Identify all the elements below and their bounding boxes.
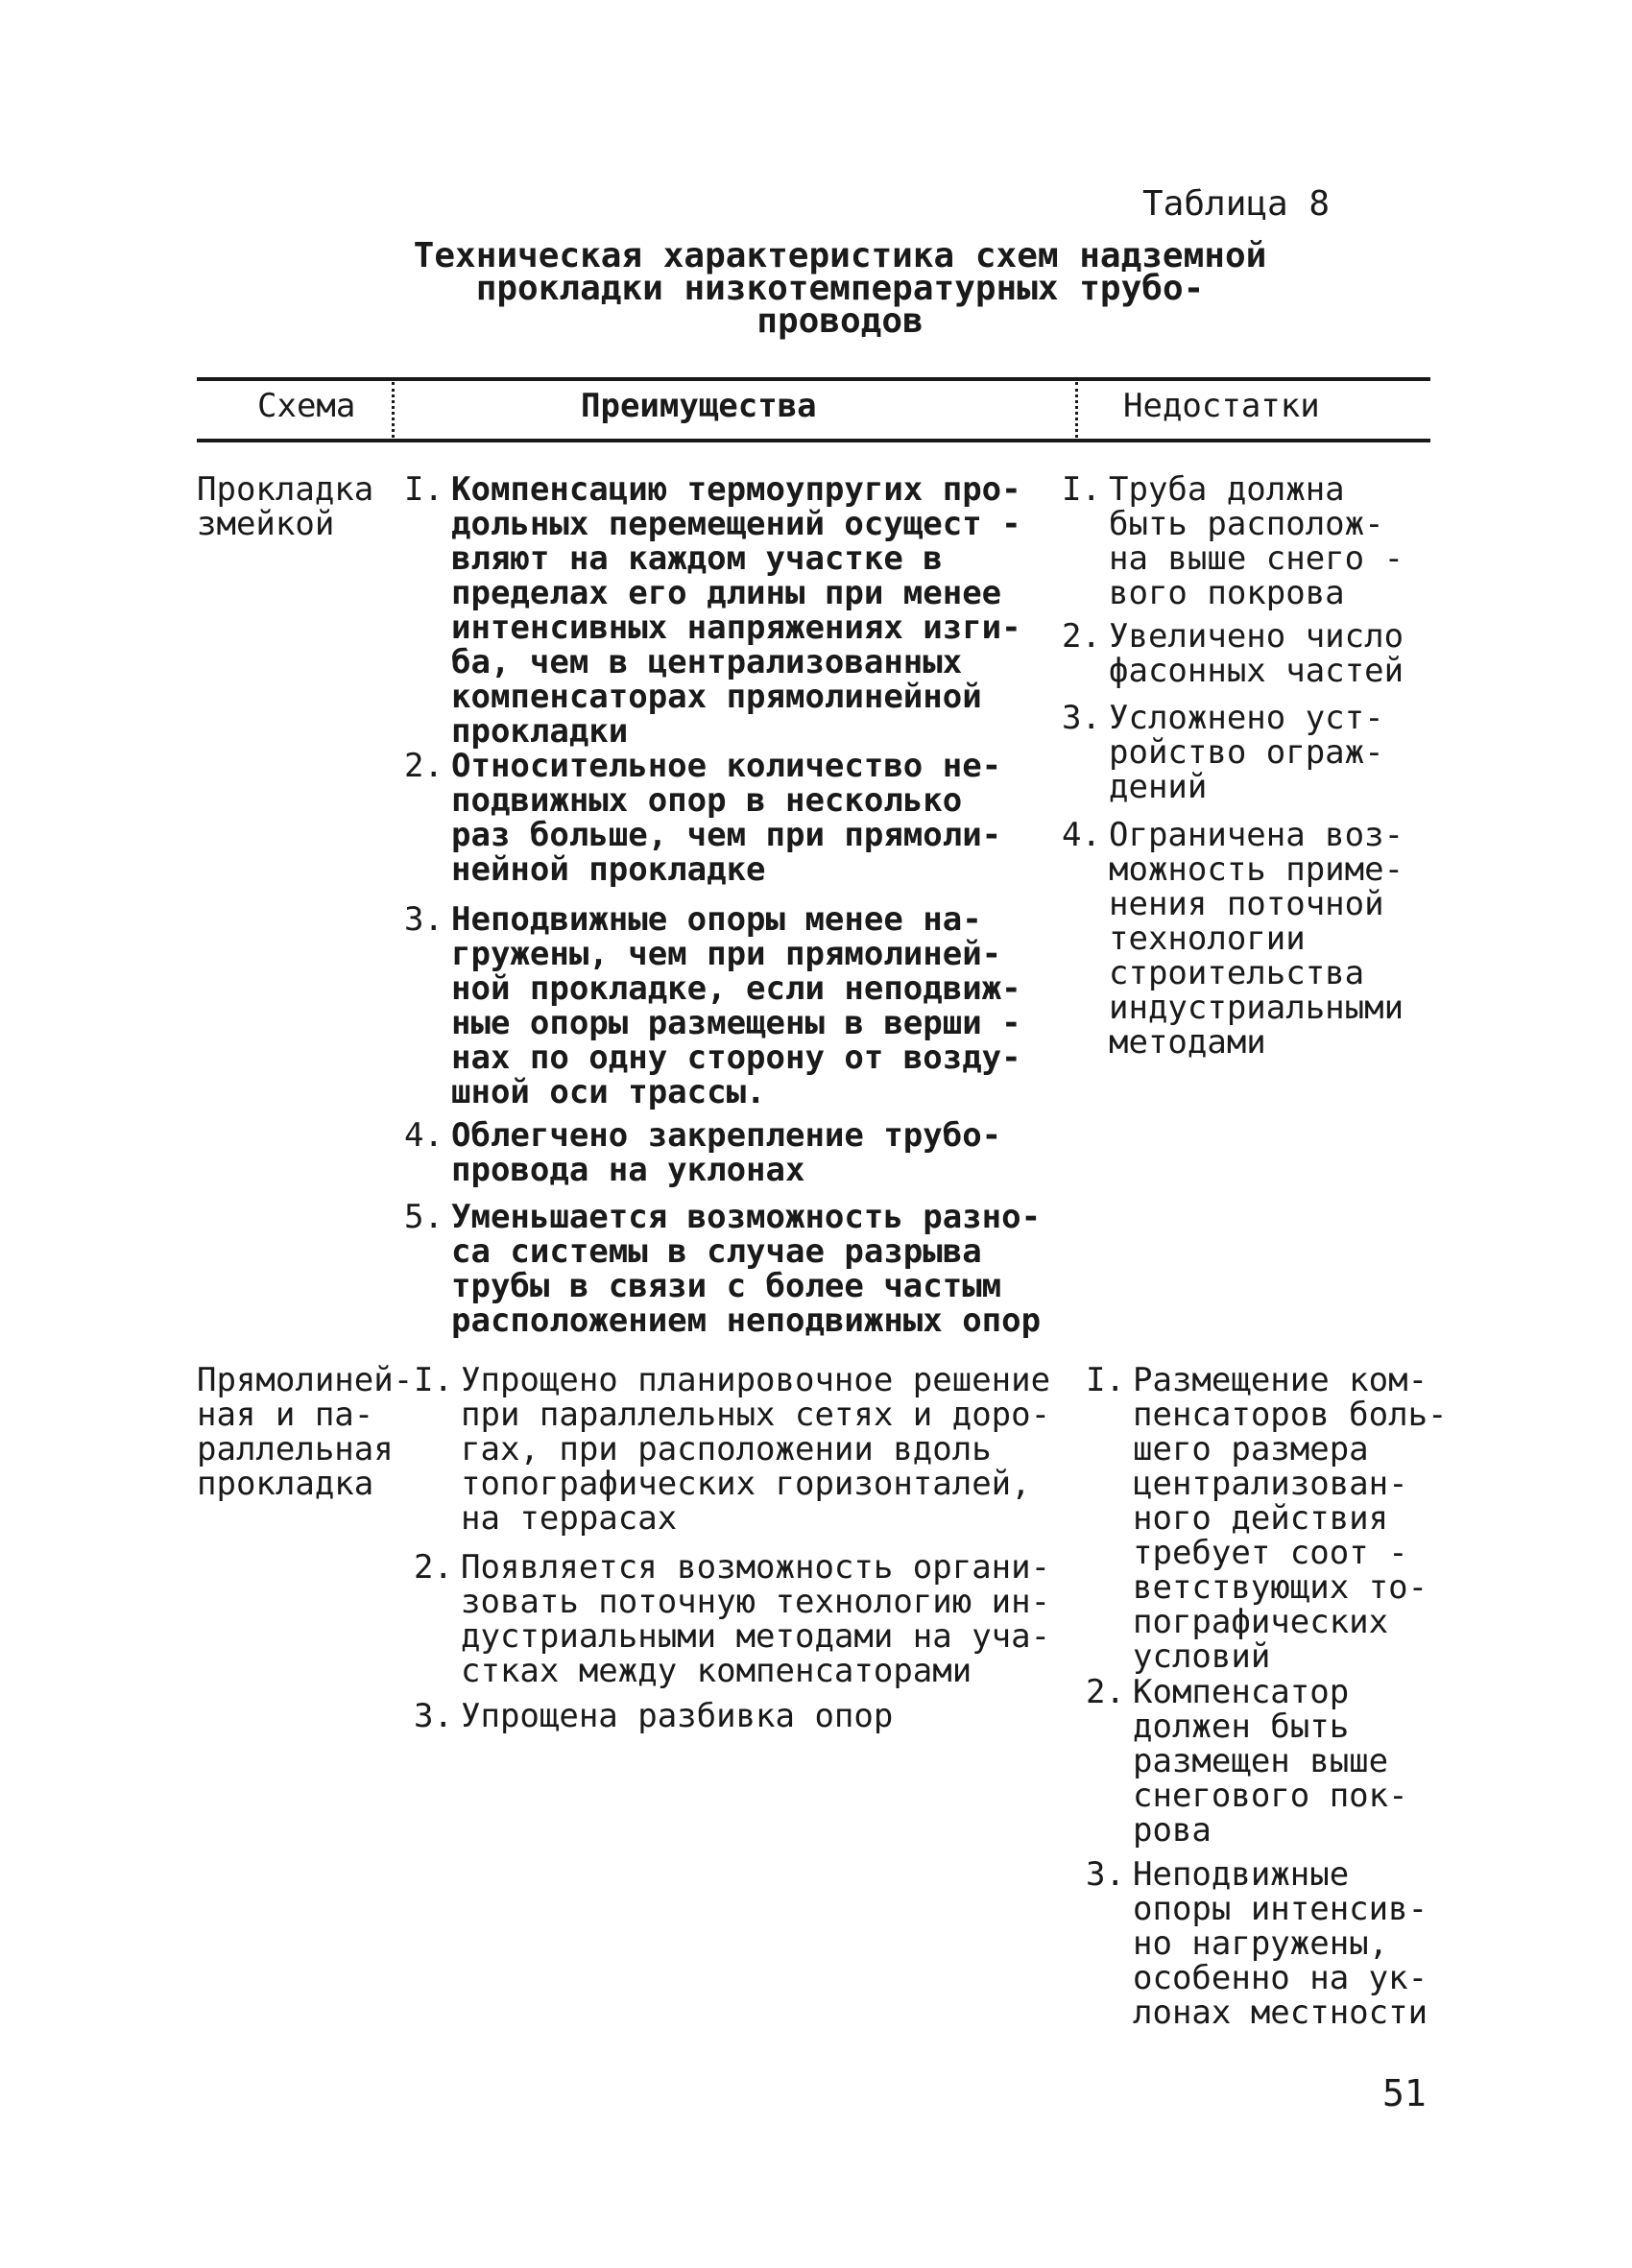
advantage-item: [384, 472, 1021, 749]
header-bottom-rule: [197, 439, 1430, 442]
disadvantage-item: [1042, 701, 1384, 804]
advantage-item: [384, 1200, 1041, 1338]
item-text: Относительное количество не- подвижных опор в несколько раз больше, чем при прямоли- нейной прокладке: [451, 747, 1002, 889]
disadvantage-item: [1066, 1675, 1408, 1848]
header-schema: Схема: [257, 387, 356, 425]
item-text: Уменьшается возможность разно- са системы в случае разрыва трубы в связи с более частым расположением неподвижных опор: [451, 1198, 1042, 1340]
item-number: I.: [1062, 470, 1101, 509]
advantage-item: [394, 1363, 1050, 1536]
item-number: I.: [1086, 1361, 1125, 1399]
item-text: Компенсатор должен быть размещен выше снегового пок- рова: [1133, 1673, 1408, 1850]
schema-cell: [197, 1363, 427, 1501]
item-text: Компенсацию термоупругих про- дольных перемещений осущест - вляют на каждом участке в пределах его длины при менее интенсивных напряжениях изги- ба, чем в централизованных компенсаторах прямолинейной прокладки: [451, 470, 1021, 751]
disadvantage-item: [1066, 1857, 1428, 2030]
item-number: 4.: [404, 1116, 444, 1155]
table-caption: [384, 236, 1296, 341]
item-number: 2.: [1086, 1673, 1125, 1711]
item-number: 4.: [1062, 816, 1101, 854]
item-text: Размещение ком- пенсаторов боль- шего размера централизован- ного действия требует соот - ветствующих то- пографических условий: [1133, 1361, 1448, 1676]
advantage-item: [384, 902, 1021, 1110]
header-separator: [1075, 382, 1078, 438]
table-top-rule: [197, 377, 1430, 381]
disadvantage-item: [1042, 818, 1404, 1060]
advantage-item: [384, 1118, 1001, 1187]
item-text: Упрощена разбивка опор: [461, 1697, 894, 1735]
header-disadvantages: Недостатки: [1123, 387, 1320, 425]
advantage-item: [394, 1699, 893, 1733]
item-number: 2.: [404, 747, 444, 785]
item-number: I.: [404, 470, 444, 509]
header-advantages: Преимущества: [581, 387, 817, 425]
item-number: I.: [414, 1361, 453, 1399]
item-number: 2.: [414, 1548, 453, 1587]
schema-line: прокладка: [197, 1465, 374, 1503]
schema-line: змейкой: [197, 505, 335, 543]
item-text: Неподвижные опоры интенсив- но нагружены, особенно на ук- лонах местности: [1133, 1855, 1428, 2032]
item-text: Труба должна быть располож- на выше снего - вого покрова: [1109, 470, 1404, 612]
item-text: Увеличено число фасонных частей: [1109, 617, 1404, 690]
item-number: 2.: [1062, 617, 1101, 656]
item-text: Неподвижные опоры менее на- гружены, чем при прямолиней- ной прокладке, если неподвиж- ные опоры размещены в верши - нах по одну сторону от возду- шной оси трассы.: [451, 900, 1021, 1111]
schema-line: ная и па-: [197, 1396, 374, 1434]
disadvantage-item: [1066, 1363, 1448, 1674]
item-text: Облегчено закрепление трубо- провода на уклонах: [451, 1116, 1002, 1189]
disadvantage-item: [1042, 619, 1404, 688]
item-number: 3.: [404, 900, 444, 939]
header-separator: [392, 382, 395, 438]
advantage-item: [384, 749, 1001, 887]
schema-line: Прокладка: [197, 470, 374, 509]
advantage-item: [394, 1550, 1050, 1688]
item-number: 5.: [404, 1198, 444, 1236]
table-label: Таблица 8: [1142, 184, 1331, 224]
caption-line: Техническая характеристика схем надземной: [413, 236, 1267, 275]
schema-line: раллельная: [197, 1430, 394, 1468]
item-number: 3.: [1062, 699, 1101, 737]
item-text: Усложнено уст- ройство ограж- дений: [1109, 699, 1384, 806]
caption-line: проводов: [756, 301, 924, 341]
caption-line: прокладки низкотемпературных трубо-: [475, 269, 1205, 308]
item-text: Появляется возможность органи- зовать поточную технологию ин- дустриальными методами на уча- стках между компенсаторами: [461, 1548, 1051, 1690]
item-text: Упрощено планировочное решение при параллельных сетях и доро- гах, при расположении вдоль топографических горизонталей, на террасах: [461, 1361, 1051, 1538]
item-number: 3.: [1086, 1855, 1125, 1894]
disadvantage-item: [1042, 472, 1404, 610]
schema-line: Прямолиней-: [197, 1361, 414, 1399]
item-number: 3.: [414, 1697, 453, 1735]
page-number: 51: [1382, 2072, 1427, 2114]
item-text: Ограничена воз- можность приме- нения поточной технологии строительства индустриальными методами: [1109, 816, 1404, 1062]
